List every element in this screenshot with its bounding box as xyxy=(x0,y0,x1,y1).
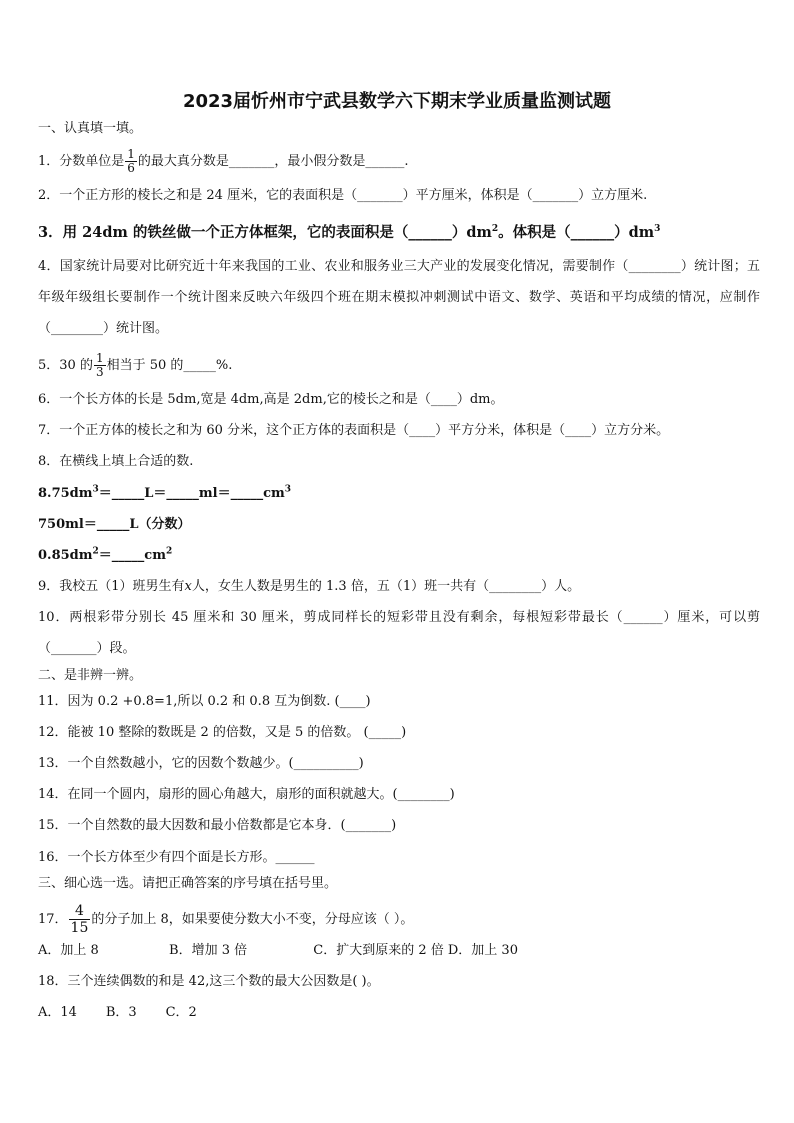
page-title: 2023届忻州市宁武县数学六下期末学业质量监测试题 xyxy=(182,91,612,112)
question-11: 11．因为 0.2 +0.8=1,所以 0.2 和 0.8 互为倒数. (____) xyxy=(38,694,371,709)
variable-x: x xyxy=(184,579,192,594)
question-8a: $8.75dm^3=\_\_\_\_\_L=\_\_\_\_\_ml=\_\_\_\_\_cm^3$ xyxy=(38,484,292,501)
section-heading-1: 一、认真填一填。 xyxy=(38,121,143,136)
question-8b: 750ml＝_____L（分数） xyxy=(38,517,191,532)
question-8c: $0.85dm^2=\_\_\_\_\_cm^2$ xyxy=(38,546,173,563)
question-18-options: A．14 B．3 C．2 xyxy=(38,1005,197,1020)
question-15: 15．一个自然数的最大因数和最小倍数都是它本身．(_______) xyxy=(38,818,397,833)
question-10: 10．两根彩带分别长 45 厘米和 30 厘米，剪成同样长的短彩带且没有剩余，每根短彩带最长（______）厘米，可以剪（_______）段。 xyxy=(38,610,760,656)
question-17: 17． $\frac{4}{15}$ 的分子加上 8，如果要使分数大小不变，分母应该（ ）。 xyxy=(38,903,414,936)
fraction-one-third: $\frac{1}{3}$ xyxy=(95,351,104,379)
question-3: 3．用 24dm 的铁丝做一个正方体框架，它的表面积是$(\_\_\_\_\_\_)dm^2$。体积是$(\_\_\_\_\_\_)dm^3$ xyxy=(38,224,661,241)
question-8: 8．在横线上填上合适的数. xyxy=(38,454,194,469)
question-7: 7．一个正方体的棱长之和为 60 分米，这个正方体的表面积是（____）平方分米，体积是（____）立方分米。 xyxy=(38,423,670,438)
section-heading-3: 三、细心选一选。请把正确答案的序号填在括号里。 xyxy=(38,876,338,891)
question-9: 9．我校五（1）班男生有x人，女生人数是男生的 1.3 倍，五（1）班一共有（________）人。 xyxy=(38,579,581,594)
question-5: 5．30 的 $\frac{1}{3}$ 相当于 50 的_____%. xyxy=(38,351,233,379)
section-heading-2: 二、是非辨一辨。 xyxy=(38,668,143,683)
question-12: 12．能被 10 整除的数既是 2 的倍数，又是 5 的倍数。 (_____) xyxy=(38,725,407,740)
fraction-one-sixth: $\frac{1}{6}$ xyxy=(127,147,135,175)
question-1 xyxy=(38,148,760,175)
question-1-post: 的最大真分数是_______，最小假分数是______. xyxy=(137,154,409,169)
question-18: 18．三个连续偶数的和是 42,这三个数的最大公因数是( )。 xyxy=(38,974,380,989)
question-13: 13．一个自然数越小，它的因数个数越少。(__________) xyxy=(38,756,364,771)
question-14: 14．在同一个圆内，扇形的圆心角越大，扇形的面积就越大。(________) xyxy=(38,787,455,802)
fraction-four-fifteenths: $\frac{4}{15}$ xyxy=(70,903,89,936)
question-16: 16．一个长方体至少有四个面是长方形。______ xyxy=(38,850,315,865)
question-4: 4．国家统计局要对比研究近十年来我国的工业、农业和服务业三大产业的发展变化情况，需要制作（________）统计图；五年级年级组长要制作一个统计图来反映六年级四个班在期末模拟冲刺测试中语文、数学、英语和平均成绩的情况，应制作（________）统计图。 xyxy=(38,259,760,336)
question-17-options: A．加上 8 B．增加 3 倍 C．扩大到原来的 2 倍 D．加上 30 xyxy=(38,943,518,958)
question-6: 6．一个长方体的长是 5dm,宽是 4dm,高是 2dm,它的棱长之和是（____）dm。 xyxy=(38,392,504,407)
question-1-pre: 1．分数单位是 xyxy=(38,154,125,169)
question-2: 2．一个正方形的棱长之和是 24 厘米，它的表面积是（_______）平方厘米，体积是（_______）立方厘米. xyxy=(38,188,648,203)
